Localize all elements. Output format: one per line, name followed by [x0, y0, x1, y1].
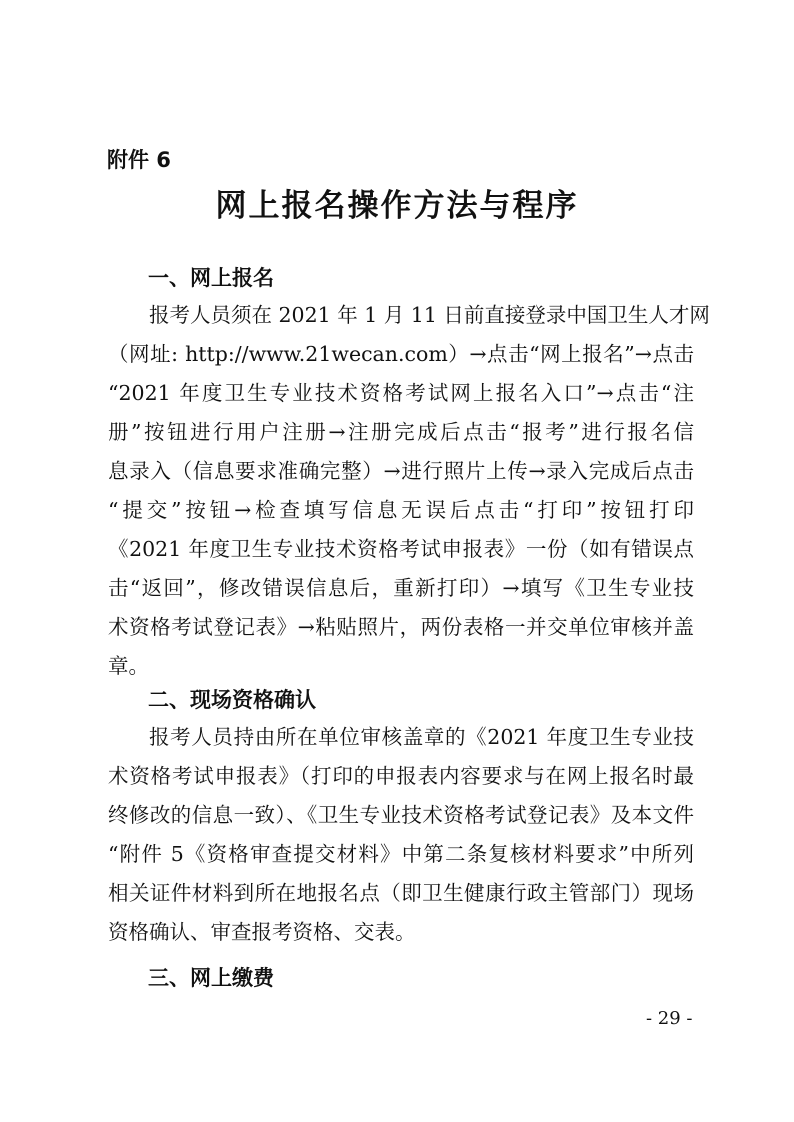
section-body-onsite-verification — [108, 718, 694, 952]
paragraph-line: 章。 — [108, 654, 149, 678]
page-title: 网上报名操作方法与程序 — [215, 188, 579, 224]
section-body-online-registration — [108, 296, 710, 686]
paragraph-line: 击“返回”，修改错误信息后，重新打印）→填写《卫生专业技 — [108, 576, 694, 600]
paragraph-line: 资格确认、审查报考资格、交表。 — [108, 920, 416, 944]
paragraph-line: “附件 5《资格审查提交材料》中第二条复核材料要求”中所列 — [108, 842, 694, 866]
paragraph-line: “提交”按钮→检查填写信息无误后点击“打印”按钮打印 — [108, 498, 694, 522]
paragraph-line: 终修改的信息一致）、《卫生专业技术资格考试登记表》及本文件 — [108, 803, 694, 827]
section-heading-online-payment: 三、网上缴费 — [148, 966, 274, 990]
paragraph-line: “2021 年度卫生专业技术资格考试网上报名入口”→点击“注 — [108, 381, 694, 405]
paragraph-line: 术资格考试申报表》（打印的申报表内容要求与在网上报名时最 — [108, 764, 694, 788]
paragraph-line: 《2021 年度卫生专业技术资格考试申报表》一份（如有错误点 — [108, 537, 694, 561]
paragraph-line: 术资格考试登记表》→粘贴照片，两份表格一并交单位审核并盖 — [108, 615, 694, 639]
paragraph-line: （网址: http://www.21wecan.com）→点击“网上报名”→点击 — [108, 342, 694, 366]
page-number: - 29 - — [646, 1008, 693, 1029]
section-heading-onsite-verification: 二、现场资格确认 — [148, 688, 316, 712]
paragraph-line: 册”按钮进行用户注册→注册完成后点击“报考”进行报名信 — [108, 420, 694, 444]
paragraph-line: 报考人员须在 2021 年 1 月 11 日前直接登录中国卫生人才网 — [149, 303, 710, 327]
attachment-label: 附件 6 — [107, 148, 171, 172]
paragraph-line: 相关证件材料到所在地报名点（即卫生健康行政主管部门）现场 — [108, 881, 694, 905]
paragraph-line: 息录入（信息要求准确完整）→进行照片上传→录入完成后点击 — [108, 459, 694, 483]
section-heading-online-registration: 一、网上报名 — [148, 266, 274, 290]
paragraph-line: 报考人员持由所在单位审核盖章的《2021 年度卫生专业技 — [149, 725, 694, 749]
